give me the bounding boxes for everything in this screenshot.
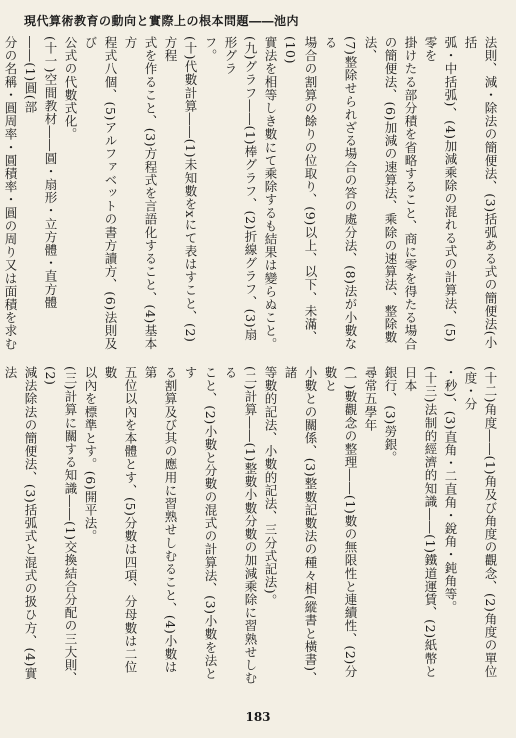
text-line: 式を作ること、(3)方程式を言語化すること、(4)基本方 [123, 36, 158, 351]
text-line: (三)計算に關する知識――(1)交換結合分配の三大則、(2) [43, 366, 78, 685]
text-line: る割算及び其の應用に習熟せしむること、(4)小數は第 [143, 366, 178, 674]
text-line: 實法を相等しき數にて乘除するも結果は變らぬこと。 [263, 36, 278, 351]
text-line: フ。 [203, 36, 218, 63]
lower-text-block [3, 366, 500, 686]
text-line: 場合の割算の餘りの位取り、(9)以上、以下、未滿、(10) [283, 36, 318, 344]
text-line: 小數との關係、(3)整數記數法の種々相(縱書と橫書)、諸 [283, 366, 318, 685]
text-line: 以內を標準とす。(6)開平法。 [83, 366, 98, 543]
text-line: 銀行、(3)勞銀。 [383, 366, 398, 465]
text-line: (7)整除せられざる場合の答の處分法、(8)法が小數なる [323, 36, 358, 351]
upper-text-block [3, 36, 500, 354]
text-line: ・秒)、(3)直角・二直角・銳角・鈍角等。 [443, 366, 458, 614]
text-line: 等數的記法、小數的記法、三分式記法)。 [263, 366, 278, 608]
text-line: (一)數觀念の整理――(1)數の無限性と連續性、(2)分數と [323, 366, 358, 678]
text-line: (十三)法制的經濟的知識――(1)鐵道運賃、(2)紙幣と日本 [403, 366, 438, 678]
text-line: 分の名稱・圓周率・圓積率・圓の周り又は面積を求む [3, 36, 18, 351]
body-text-area [3, 36, 500, 686]
text-line: (九)グラフ――(1)棒グラフ、(2)折線グラフ、(3)扇形グラ [223, 36, 258, 342]
text-line: (十一)空間教材――圓・扇形・立方體・直方體――(1)圓(部 [23, 36, 58, 309]
text-line: 尋常五學年 [363, 366, 378, 432]
text-line: (十)代數計算――(1)未知數をxにて表はすこと、(2)方程 [163, 36, 198, 343]
text-line: 法則、減・除法の簡便法、(3)括弧ある式の簡便法(小括 [463, 36, 498, 350]
text-line: の簡便法、(6)加減の速算法、乘除の速算法、整除數法、 [363, 36, 398, 344]
running-header: 現代算術教育の動向と實際上の根本問題――池内 [24, 14, 300, 28]
text-line: 五位以內を本體とす、(5)分數は四項、分母數は二位數 [103, 366, 138, 674]
text-line: (十二)角度――(1)角及び角度の觀念、(2)角度の單位(度・分 [463, 366, 498, 678]
text-line: (二)計算――(1)整數小數分數の加減乘除に習熟せしむる [223, 366, 258, 685]
text-line: 程式八個、(5)アルファベットの書方讀方、(6)法則及び [83, 36, 118, 351]
text-line: 掛けたる部分積を省略すること、商に零を得たる場合 [403, 36, 418, 351]
text-line: 公式の代數式化。 [63, 36, 78, 141]
text-line: こと、(2)小數と分數の混式の計算法、(3)小數を法とす [183, 366, 218, 681]
text-line: 弧・中括弧)、(4)加減乘除の混れる式の計算法、(5)零を [423, 36, 458, 343]
text-line: 減法除法の簡便法、(3)括弧式と混式の扱ひ方、(4)實法 [3, 366, 38, 681]
block-divider [30, 358, 500, 359]
page-number: 183 [245, 710, 271, 724]
